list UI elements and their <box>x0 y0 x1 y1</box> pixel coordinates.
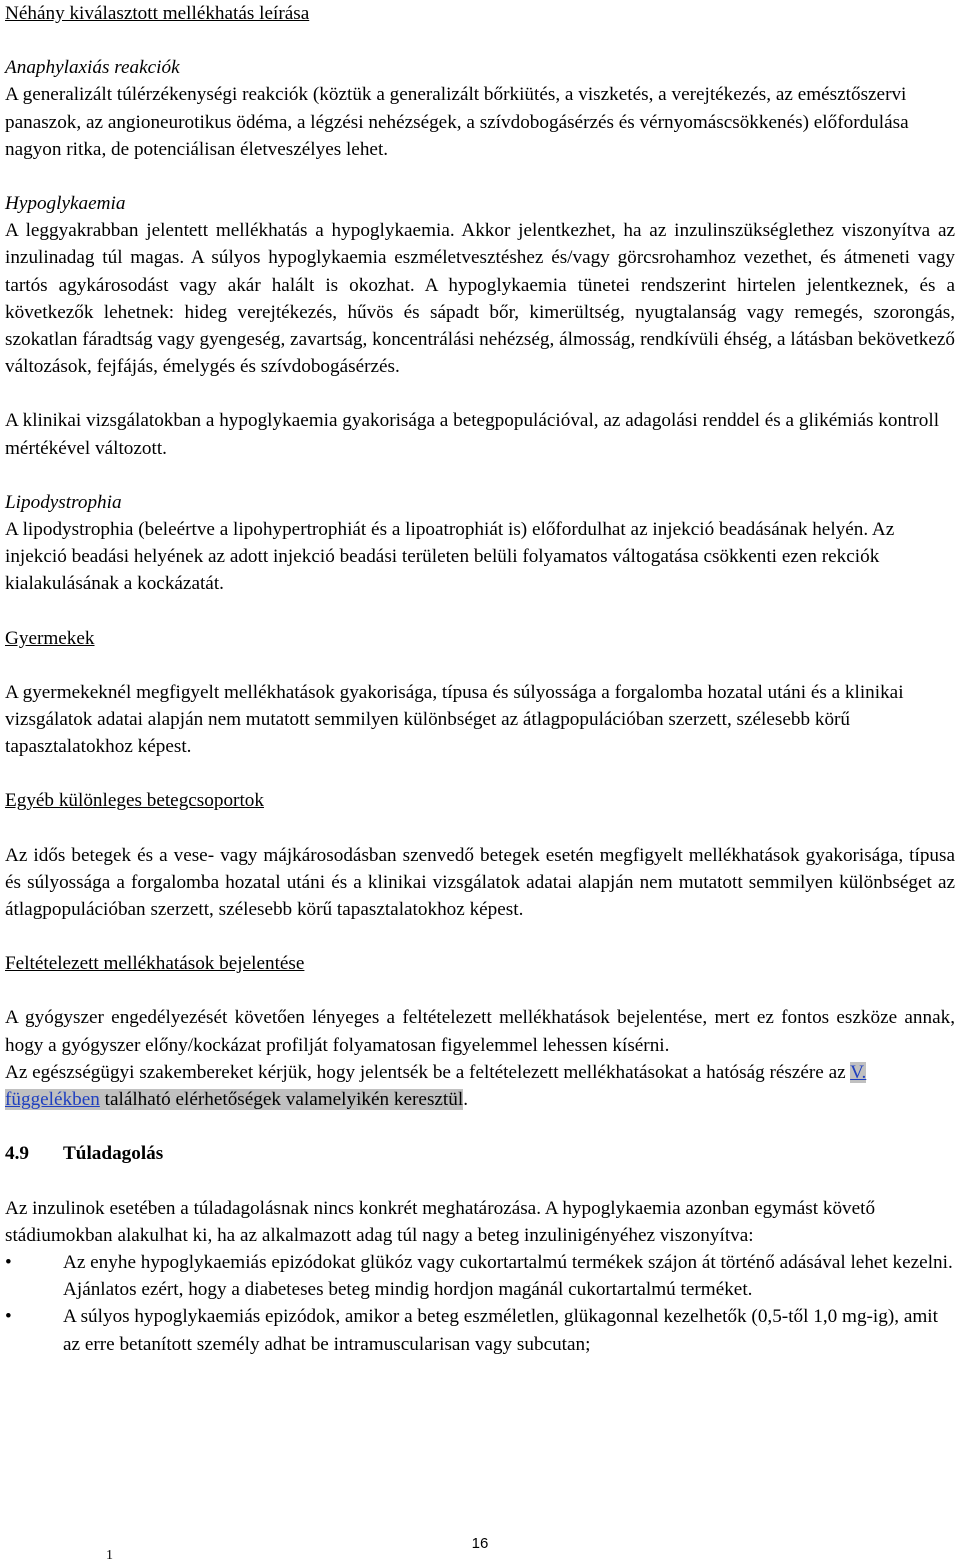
footer-mark: 1 <box>106 1548 113 1563</box>
anaphylaxis-text: A generalizált túlérzékenységi reakciók (köztük a generalizált bőrkiütés, a viszketés, a verejtékezés, az emésztőszervi panaszok, az angioneurotikus ödéma, a légzési nehézségek, a szívdobogásérzés és vérnyomáscsökkenés) előfordulása nagyon ritka, de potenciálisan életveszélyes lehet. <box>5 84 909 160</box>
lipodystrophia-title: Lipodystrophia <box>5 491 122 513</box>
anaphylaxis-title: Anaphylaxiás reakciók <box>5 57 180 79</box>
children-text: A gyermekeknél megfigyelt mellékhatások gyakorisága, típusa és súlyossága a forgalomba hozatal utáni és a klinikai vizsgálatok adatai alapján nem mutatott semmilyen különbséget az átlagpopulációban szerzett, szélesebb körű tapasztalatokhoz képest. <box>5 681 904 758</box>
hypoglykaemia-text: A leggyakrabban jelentett mellékhatás a hypoglykaemia. Akkor jelentkezhet, ha az inzulinszükséglethez viszonyítva az inzulinadag túl magas. A súlyos hypoglykaemia eszméletvesztéshez és/vagy görcsrohamhoz vezethet, és átmeneti vagy tartós agykárosodást vagy akár halált is okozhat. A hypoglykaemia tünetei rendszerint hirtelen jelentkeznek, és a következők lehetnek: hideg verejtékezés, hűvös és sápadt bőr, kimerültség, nyugtalanság vagy remegés, szorongás, szokatlan fáradtság vagy gyengeség, zavartság, koncentrálási nehézség, álmosság, rendkívüli éhség, a látásban bekövetkező változások, fejfájás, émelygés és szívdobogásérzés. <box>5 220 955 378</box>
reporting-suffix: található elérhetőségek valamelyikén keresztül <box>99 1089 464 1111</box>
list-item <box>5 1249 955 1303</box>
reporting-text-2 <box>5 1059 955 1113</box>
section-heading: Néhány kiválasztott mellékhatás leírása <box>5 3 310 24</box>
list-item-text: A súlyos hypoglykaemiás epizódok, amikor a beteg eszméletlen, glükagonnal kezelhetők (0,5-től 1,0 mg-ig), amit az erre betanított személy adhat be intramuscularisan vagy subcutan; <box>63 1306 938 1355</box>
reporting-end: . <box>463 1089 468 1111</box>
hypoglykaemia-title: Hypoglykaemia <box>5 193 126 215</box>
overdose-list <box>5 1249 955 1358</box>
children-title: Gyermekek <box>5 627 95 649</box>
list-item <box>5 1303 955 1357</box>
bullet-icon: • <box>5 1306 12 1328</box>
reporting-title: Feltételezett mellékhatások bejelentése <box>5 953 305 975</box>
page-number: 16 <box>471 1535 489 1552</box>
hypoglykaemia-frequency-text: A klinikai vizsgálatokban a hypoglykaemia gyakorisága a betegpopulációval, az adagolási renddel és a glikémiás kontroll mértékével változott. <box>5 410 940 459</box>
document-page <box>5 0 955 1358</box>
overdose-intro: Az inzulinok esetében a túladagolásnak nincs konkrét meghatározása. A hypoglykaemia azonban egymást követő stádiumokban alakulhat ki, ha az alkalmazott adag túl nagy a beteg inzulinigényéhez viszonyítva: <box>5 1197 876 1246</box>
bullet-icon: • <box>5 1251 12 1273</box>
section-number: 4.9 <box>5 1143 29 1165</box>
lipodystrophia-text: A lipodystrophia (beleértve a lipohypertrophiát és a lipoatrophiát is) előfordulhat az injekció beadásának helyén. Az injekció beadási helyének az adott injekció beadási területen belüli folyamatos váltogatása csökkenti ezen rekciók kialakulásának a kockázatát. <box>5 519 895 595</box>
appendix-link[interactable]: V. függelékben <box>5 1061 867 1111</box>
overdose-heading <box>5 1140 955 1167</box>
section-title: Túladagolás <box>63 1143 164 1165</box>
special-groups-title: Egyéb különleges betegcsoportok <box>5 790 264 812</box>
reporting-prefix: Az egészségügyi szakembereket kérjük, hogy jelentsék be a feltételezett mellékhatásokat a hatóság részére az <box>5 1061 851 1083</box>
reporting-text: A gyógyszer engedélyezését követően lényeges a feltételezett mellékhatások bejelentése, mert ez fontos eszköze annak, hogy a gyógyszer előny/kockázat profilját folyamatosan figyelemmel lehessen kísérni. <box>5 1007 955 1056</box>
special-groups-text: Az idős betegek és a vese- vagy májkárosodásban szenvedő betegek esetén megfigyelt mellékhatások gyakorisága, típusa és súlyossága a forgalomba hozatal utáni és a klinikai vizsgálatok adatai alapján nem mutatott semmilyen különbséget az átlagpopulációban szerzett, szélesebb körű tapasztalatokhoz képest. <box>5 844 955 921</box>
list-item-text: Az enyhe hypoglykaemiás epizódokat glükóz vagy cukortartalmú termékek szájon át történő adásával lehet kezelni. Ajánlatos ezért, hogy a diabeteses beteg mindig hordjon magánál cukortartalmú terméket. <box>63 1251 953 1301</box>
